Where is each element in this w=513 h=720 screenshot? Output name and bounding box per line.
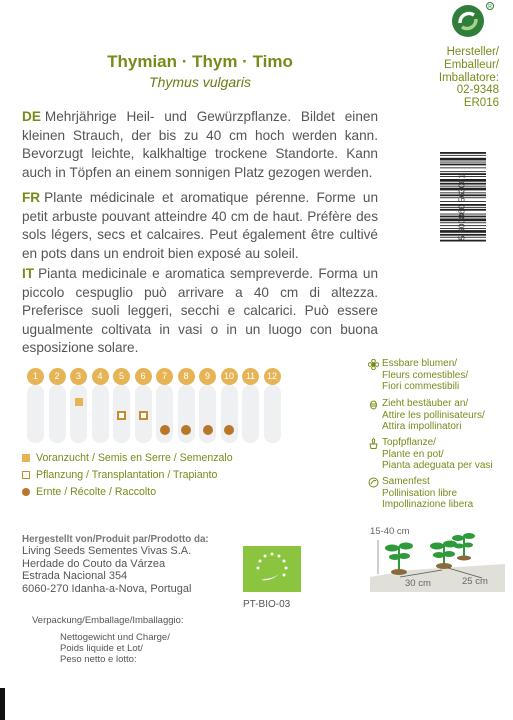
recycle-logo-icon: [446, 1, 494, 39]
harvest-marker: [224, 425, 234, 435]
producer-label: Hergestellt von/Produit par/Prodotto da:: [22, 534, 209, 545]
pot-icon: [368, 438, 379, 449]
scientific-name: Thymus vulgaris: [149, 74, 251, 90]
eu-organic-leaf-icon: [243, 546, 301, 592]
manufacturer-info: [409, 46, 499, 110]
calendar-month-column: [70, 385, 87, 443]
calendar-month-column: [264, 385, 281, 443]
manufacturer-line: Hersteller/: [446, 46, 499, 58]
calendar-month-column: [27, 385, 44, 443]
packaging-details: Nettogewicht und Charge/ Poids liquide et Lot/ Peso netto e lotto:: [60, 632, 170, 665]
paragraph-fr: [22, 189, 378, 263]
calendar-month-number: 1: [27, 368, 44, 385]
page-title: Thymian · Thym · Timo: [107, 52, 293, 71]
manufacturer-line: Imballatore:: [438, 71, 499, 84]
manufacturer-line: Emballeur/: [444, 58, 499, 71]
legend-label: Voranzucht / Semis en Serre / Semenzalo: [36, 452, 233, 464]
info-pot-plant: Topfpflanze/ Plante en pot/ Pianta adeguata per vasi: [382, 437, 493, 472]
harvest-marker: [181, 425, 191, 435]
calendar-month-number: 6: [135, 368, 152, 385]
calendar-month-number: 12: [264, 368, 281, 385]
calendar-month-number: 5: [113, 368, 130, 385]
info-open-pollinated: Samenfest Pollinisation libre Impollinazione libera: [382, 476, 473, 511]
planting-marker: [117, 411, 126, 420]
paragraph-text: Plante médicinale et aromatique pérenne. Forme un petit arbuste pouvant atteindre 40 cm de haut. Préfère des sols légers, secs et calcaires. Peut également être cultivé en pots dans un endroit bien exposé au soleil.: [22, 190, 378, 261]
planting-marker: [139, 411, 148, 420]
legend-label: Ernte / Récolte / Raccolto: [36, 486, 157, 498]
barcode: [438, 150, 500, 265]
info-edible-flowers: Essbare blumen/ Fleurs comestibles/ Fiori commestibili: [382, 358, 468, 393]
lang-code: DE: [22, 109, 41, 124]
legend-label: Pflanzung / Transplantation / Trapianto: [36, 469, 218, 481]
lang-code: FR: [22, 190, 41, 205]
manufacturer-line: ER016: [463, 97, 499, 110]
row-spacing-dimension: 30 cm: [405, 578, 431, 589]
paragraph-de: [22, 108, 378, 182]
plant-spacing-dimension: 25 cm: [462, 576, 488, 587]
calendar-month-number: 2: [49, 368, 66, 385]
legend-planting: [22, 469, 217, 481]
calendar-month-number: 11: [242, 368, 259, 385]
legend-sowing: [22, 452, 233, 464]
calendar-month-number: 7: [156, 368, 173, 385]
manufacturer-line: 02-9348: [456, 84, 499, 97]
lang-code: IT: [22, 266, 35, 281]
harvest-marker: [22, 488, 30, 496]
calendar-month-number: 10: [221, 368, 238, 385]
sowing-marker: [22, 454, 30, 462]
packaging-label: Verpackung/Emballage/Imballaggio:: [32, 615, 184, 626]
barcode-number: 5 600860 563001: [456, 173, 467, 241]
organic-cert-code: PT-BIO-03: [243, 599, 291, 610]
harvest-marker: [203, 425, 213, 435]
info-pollinators: Zieht bestäuber an/ Attire les pollinisateurs/ Attira impollinatori: [382, 398, 485, 433]
sowing-marker: [75, 398, 83, 406]
paragraph-text: Mehrjährige Heil- und Gewürzpflanze. Bildet einen kleinen Strauch, der bis zu 40 cm hoch werden kann. Bevorzugt leichte, kalkhaltige trockene Standorte. Kann auch in Töpfen an einem sonnigen Platz gezogen werden.: [22, 109, 378, 180]
calendar-month-number: 8: [178, 368, 195, 385]
calendar-month-number: 4: [92, 368, 109, 385]
seed-icon: [368, 477, 379, 488]
calendar-month-number: 9: [199, 368, 216, 385]
legend-harvest: [22, 486, 156, 498]
calendar-month-number: 3: [70, 368, 87, 385]
calendar-month-column: [242, 385, 259, 443]
harvest-marker: [160, 425, 170, 435]
height-dimension: 15-40 cm: [370, 526, 410, 537]
planting-marker: [22, 471, 30, 479]
svg-text:R: R: [488, 4, 492, 10]
calendar-month-column: [49, 385, 66, 443]
calendar-month-column: [92, 385, 109, 443]
paragraph-text: Pianta medicinale e aromatica sempreverde. Forma un piccolo cespuglio può arrivare a 40 cm di altezza. Preferisce suoli leggeri, secchi e calcarici. Può essere ugualmente coltivata in vasi o in un luogo con buona esposizione solare.: [22, 266, 378, 356]
flower-icon: [368, 359, 379, 370]
producer-address: Living Seeds Sementes Vivas S.A. Herdade do Couto da Várzea Estrada Nacional 354 6060-270 Idanha-a-Nova, Portugal: [22, 545, 192, 595]
bee-icon: [368, 399, 379, 410]
edge-mark: [0, 688, 5, 720]
paragraph-it: [22, 265, 378, 358]
